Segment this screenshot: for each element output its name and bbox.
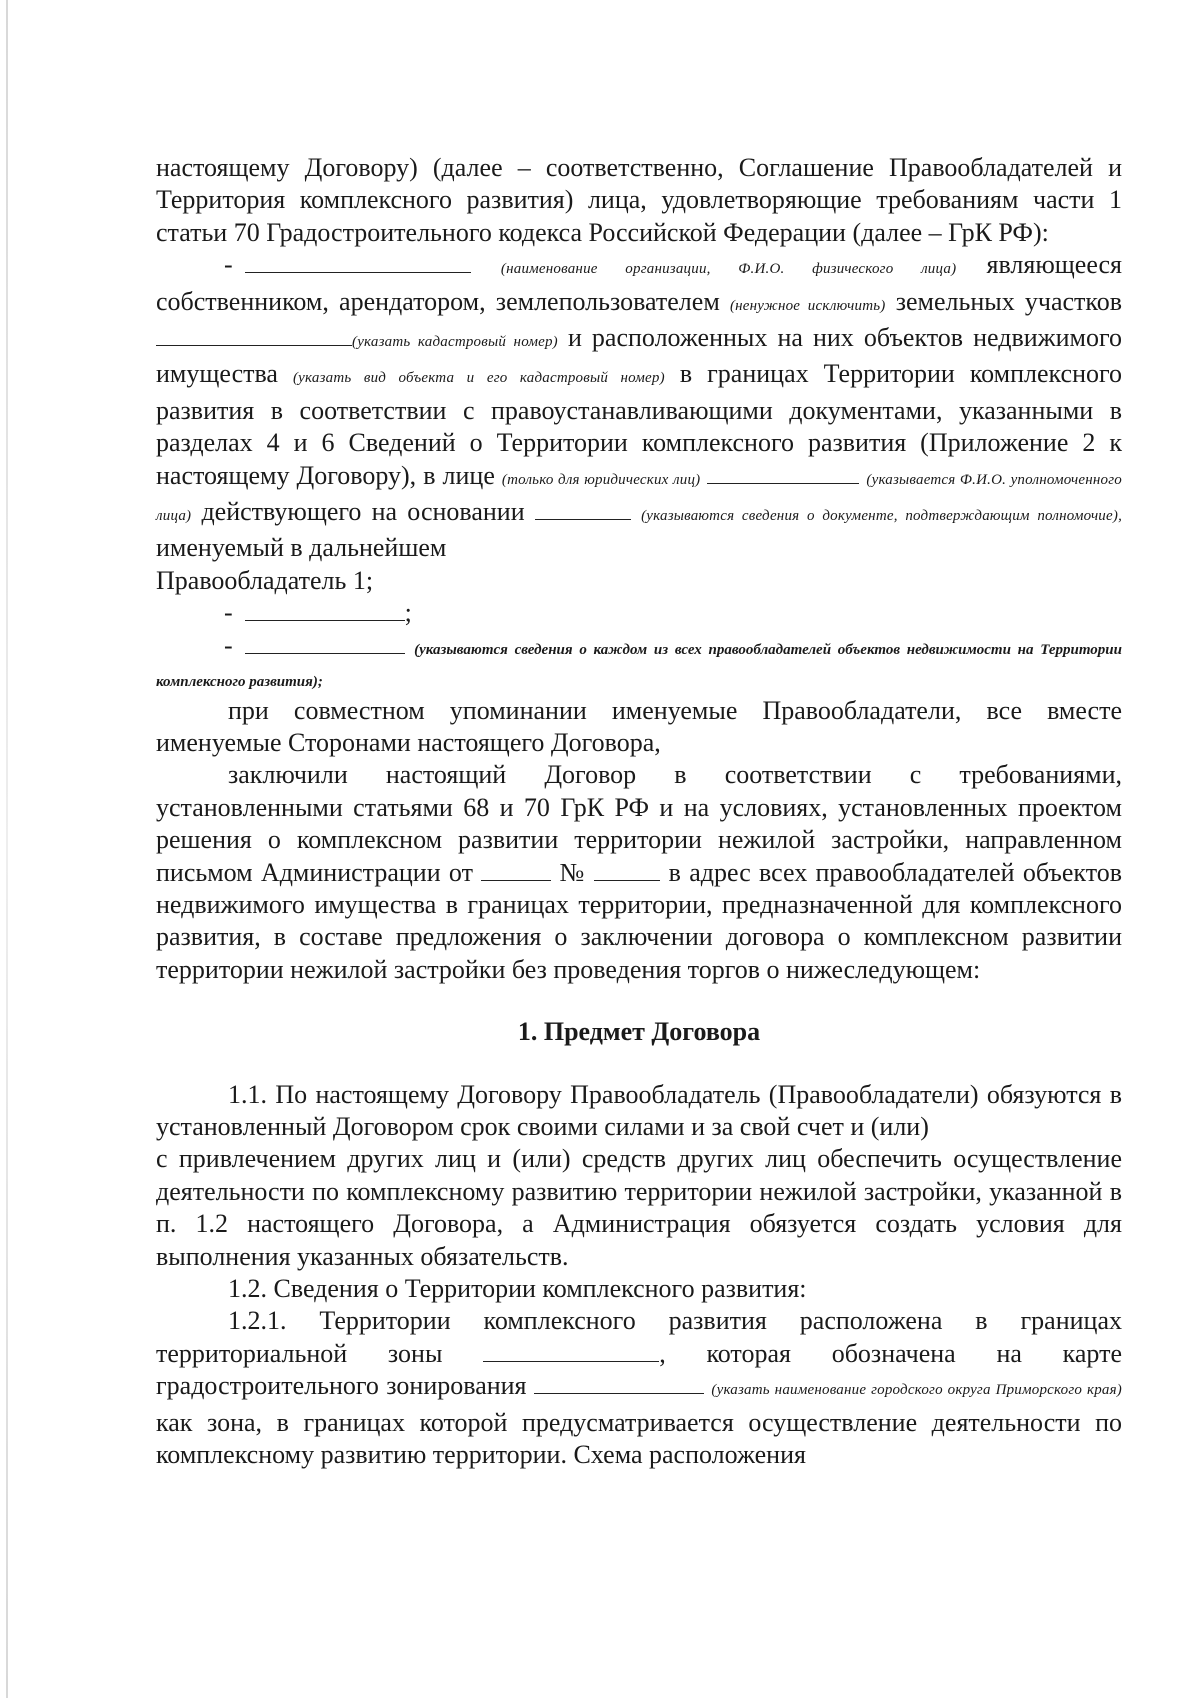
note-legal-entities: (только для юридических лиц) — [501, 471, 701, 488]
blank-field-zoning-map — [534, 1371, 704, 1394]
blank-field-rightholders — [245, 631, 405, 654]
paragraph-rightholder-2: - ; — [224, 598, 412, 628]
note-cadastral: (указать кадастровый номер) — [352, 334, 558, 351]
blank-field-cadastral — [156, 323, 352, 346]
note-exclude: (ненужное исключить) — [729, 297, 886, 314]
paragraph-intro: настоящему Договору) (далее – соответственно, Соглашение Правообладателей и Территория комплексного развития) лица, удовлетворяющие требованиям части 1 статьи 70 Градостроительного кодекса Российской Федерации (далее – ГрК РФ): — [156, 153, 1122, 247]
blank-field-date — [481, 858, 551, 881]
blank-field-document — [535, 497, 631, 520]
blank-field-number — [594, 858, 660, 881]
blank-field-organization — [245, 250, 471, 273]
note-document: (указываются сведения о документе, подтверждающим полномочие), — [641, 508, 1123, 525]
note-representative: (указывается Ф.И.О. уполномоченного лица) — [156, 471, 1123, 525]
paragraph-1-2-1: 1.2.1. Территории комплексного развития расположена в границах территориальной зоны , которая обозначена на карте градостроительного зонирования (указать наименование городского округа Приморского края) как зона, в границах которой предусматривается осуществление деятельности по комплексному развитию территории. Схема расположения — [156, 1306, 1122, 1470]
note-city-district: (указать наименование городского округа Приморского края) — [711, 1382, 1122, 1399]
rightholder-1-label: Правообладатель 1; — [156, 565, 374, 595]
blank-field-representative — [707, 461, 859, 484]
document-body — [156, 152, 1122, 1471]
paragraph-1-1-cont: с привлечением других лиц и (или) средств других лиц обеспечить осуществление деятельности по комплексному развитию территории нежилой застройки, указанной в п. 1.2 настоящего Договора, а Администрация обязуется создать условия для выполнения указанных обязательств. — [156, 1144, 1122, 1271]
blank-field-rightholder-2 — [245, 598, 405, 621]
blank-field-zone — [483, 1339, 659, 1362]
list-dash: - — [224, 250, 233, 280]
section-heading: 1. Предмет Договора — [517, 1017, 761, 1047]
note-rightholders: (указываются сведения о каждом из всех правообладателей объектов недвижимости на Территории комплексного развития); — [156, 641, 1122, 691]
note-object: (указать вид объекта и его кадастровый номер) — [292, 370, 665, 387]
paragraph-concluded: заключили настоящий Договор в соответствии с требованиями, установленными статьями 68 и 70 ГрК РФ и на условиях, установленных проектом решения о комплексном развитии территории нежилой застройки, направленном письмом Администрации от № в адрес всех правообладателей объектов недвижимого имущества в границах территории, предназначенной для комплексного развития, в составе предложения о заключении договора о комплексном развитии территории нежилой застройки без проведения торгов о нижеследующем: — [156, 760, 1122, 984]
paragraph-rightholder-1: - (наименование организации, Ф.И.О. физического лица) являющееся собственником, арендатором, землепользователем (ненужное исключить) земельных участков (указать кадастровый номер) и расположенных на них объектов недвижимого имущества (указать вид объекта и его кадастровый номер) в границах Территории комплексного развития в соответствии с правоустанавливающими документами, указанными в разделах 4 и 6 Сведений о Территории комплексного развития (Приложение 2 к настоящему Договору), в лице (только для юридических лиц) (указывается Ф.И.О. уполномоченного лица) действующего на основании (указываются сведения о документе, подтверждающим полномочие), именуемый в дальнейшем Правообладатель 1; — [156, 250, 1123, 595]
paragraph-1-1: 1.1. По настоящему Договору Правообладатель (Правообладатели) обязуются в установленный Договором срок своими силами и за свой счет и (или) — [156, 1079, 1122, 1141]
note-organization: (наименование организации, Ф.И.О. физического лица) — [500, 261, 957, 278]
paragraph-rightholders-all: - (указываются сведения о каждом из всех правообладателей объектов недвижимости на Территории комплексного развития); — [156, 630, 1122, 691]
paragraph-parties: при совместном упоминании именуемые Правообладатели, все вместе именуемые Сторонами настоящего Договора, — [156, 695, 1122, 757]
paragraph-1-2: 1.2. Сведения о Территории комплексного развития: — [228, 1274, 807, 1303]
scan-edge — [6, 0, 8, 1698]
